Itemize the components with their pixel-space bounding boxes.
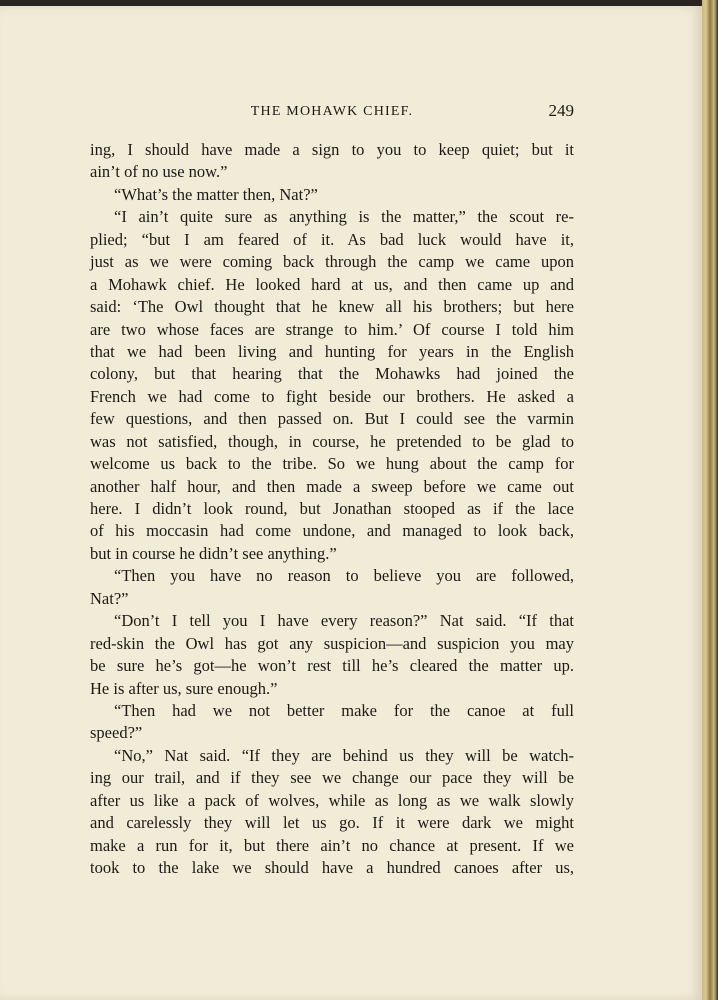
text-line: a Mohawk chief. He looked hard at us, and then came up and [90, 274, 574, 294]
text-line: “What’s the matter then, Nat?” [114, 184, 318, 204]
text-line: red-skin the Owl has got any suspicion—and suspicion you may [90, 633, 574, 653]
text-line: “I ain’t quite sure as anything is the matter,” the scout re- [114, 207, 574, 227]
text-line: Nat?” [90, 588, 129, 608]
page-number: 249 [548, 101, 574, 120]
text-line: speed?” [90, 723, 143, 743]
body-text [90, 139, 574, 879]
text-line: just as we were coming back through the camp we came upon [90, 252, 574, 272]
text-line: “Then you have no reason to believe you are followed, [114, 566, 574, 586]
text-line: “No,” Nat said. “If they are behind us they will be watch- [114, 745, 574, 765]
text-line: be sure he’s got—he won’t rest till he’s cleared the matter up. [90, 656, 574, 676]
text-line: “Then had we not better make for the canoe at full [114, 700, 574, 720]
text-line: plied; “but I am feared of it. As bad luck would have it, [90, 229, 574, 249]
text-line: of his moccasin had come undone, and managed to look back, [90, 521, 574, 541]
text-line: that we had been living and hunting for years in the English [90, 341, 574, 361]
text-line: “Don’t I tell you I have every reason?” Nat said. “If that [114, 611, 574, 631]
text-line: are two whose faces are strange to him.’ Of course I told him [90, 319, 574, 339]
text-line: ing our trail, and if they see we change our pace they will be [90, 768, 574, 788]
text-line: took to the lake we should have a hundred canoes after us, [90, 858, 574, 877]
text-line: He is after us, sure enough.” [90, 678, 278, 698]
text-line: make a run for it, but there ain’t no chance at present. If we [90, 835, 574, 855]
text-line: colony, but that hearing that the Mohawks had joined the [90, 364, 574, 384]
text-line: welcome us back to the tribe. So we hung about the camp for [90, 454, 574, 474]
text-line: few questions, and then passed on. But I could see the varmin [90, 409, 574, 429]
text-line: French we had come to fight beside our brothers. He asked a [90, 386, 574, 406]
text-line: but in course he didn’t see anything.” [90, 543, 337, 563]
page-header [90, 98, 574, 124]
running-head: THE MOHAWK CHIEF. [250, 104, 414, 119]
text-line: was not satisfied, though, in course, he pretended to be glad to [90, 431, 574, 451]
text-line: another half hour, and then made a sweep before we came out [90, 476, 574, 496]
text-line: after us like a pack of wolves, while as long as we walk slowly [90, 790, 574, 810]
text-line: ain’t of no use now.” [90, 162, 228, 182]
text-line: said: ‘The Owl thought that he knew all his brothers; but here [90, 297, 574, 317]
book-spine [702, 0, 718, 1000]
text-line: ing, I should have made a sign to you to keep quiet; but it [90, 140, 574, 159]
text-line: here. I didn’t look round, but Jonathan stooped as if the lace [90, 499, 574, 518]
text-line: and carelessly they will let us go. If it were dark we might [90, 813, 574, 833]
